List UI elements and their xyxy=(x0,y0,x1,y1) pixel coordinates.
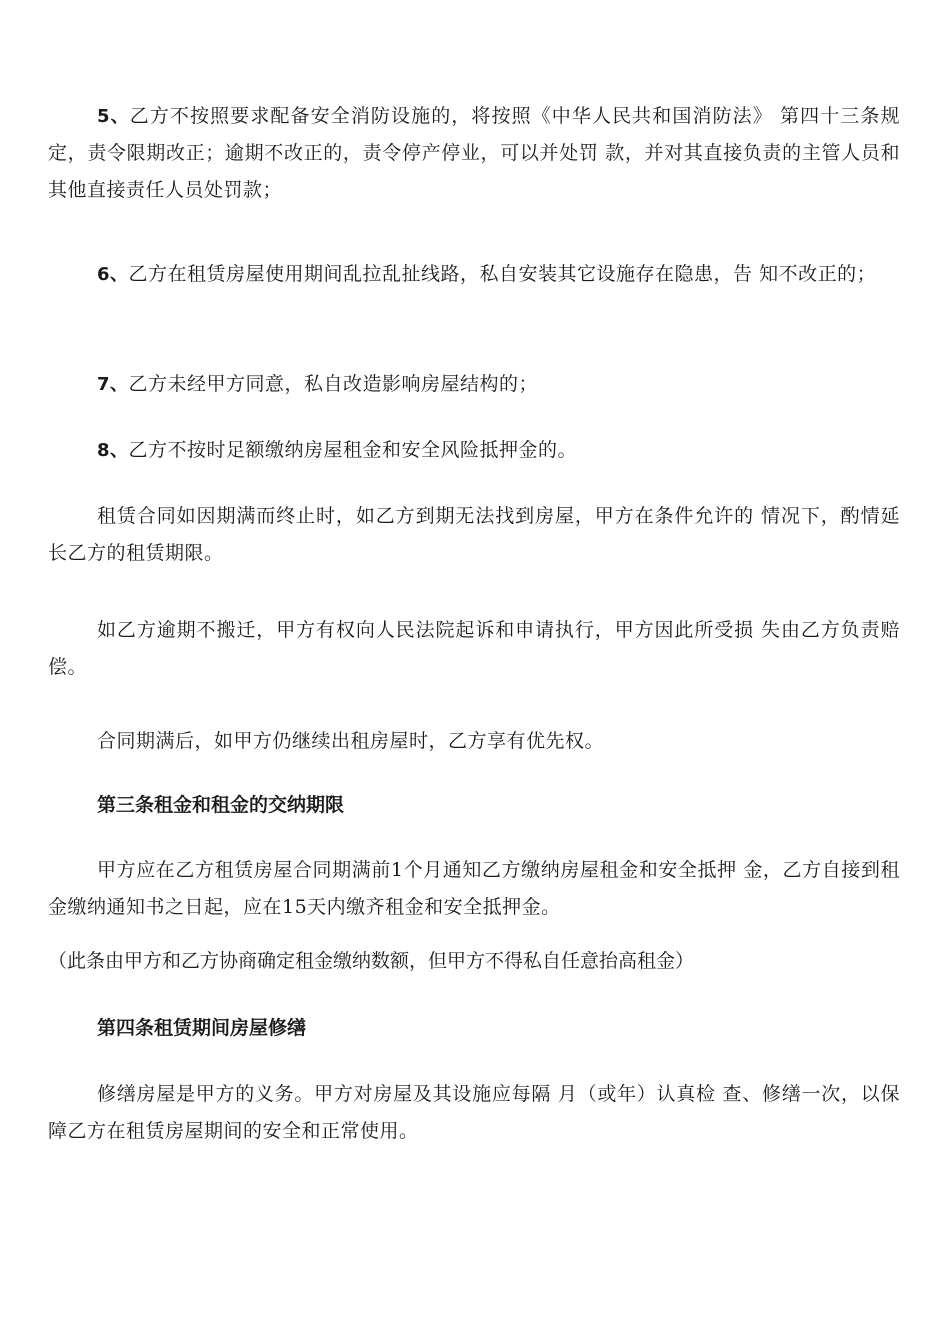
article-3-note: （此条由甲方和乙方协商确定租金缴纳数额，但甲方不得私自任意抬高租金） xyxy=(48,950,695,972)
clause-number: 5、 xyxy=(97,106,130,127)
clause-text: 乙方在租赁房屋使用期间乱拉乱扯线路，私自安装其它设施存在隐患，告 知不改正的； xyxy=(128,263,877,285)
paragraph-priority: 合同期满后，如甲方仍继续出租房屋时，乙方享有优先权。 xyxy=(97,730,605,752)
clause-text: 乙方不按时足额缴纳房屋租金和安全风险抵押金的。 xyxy=(128,439,578,461)
clause-item-6 xyxy=(48,256,900,293)
paragraph-overdue: 如乙方逾期不搬迁，甲方有权向人民法院起诉和申请执行，甲方因此所受损 失由乙方负责赔偿。 xyxy=(48,619,900,678)
article-4-heading: 第四条租赁期间房屋修缮 xyxy=(97,1017,307,1039)
clause-item-7 xyxy=(48,366,900,403)
clause-number: 8、 xyxy=(97,440,129,461)
article-3-heading: 第三条租金和租金的交纳期限 xyxy=(97,794,345,816)
paragraph-renewal: 租赁合同如因期满而终止时，如乙方到期无法找到房屋，甲方在条件允许的 情况下，酌情延长乙方的租赁期限。 xyxy=(48,505,900,564)
clause-number: 7、 xyxy=(97,374,129,395)
clause-item-5 xyxy=(48,98,900,209)
clause-text: 乙方未经甲方同意，私自改造影响房屋结构的； xyxy=(128,373,539,395)
clause-text: 乙方不按照要求配备安全消防设施的，将按照《中华人民共和国消防法》 第四十三条规定，责令限期改正；逾期不改正的，责令停产停业，可以并处罚 款，并对其直接负责的主管人员和其他直接责任人员处罚款； xyxy=(48,105,901,201)
article-4-body: 修缮房屋是甲方的义务。甲方对房屋及其设施应每隔 月（或年）认真检 查、修缮一次，以保障乙方在租赁房屋期间的安全和正常使用。 xyxy=(48,1083,900,1142)
clause-number: 6、 xyxy=(97,264,129,285)
article-3-body: 甲方应在乙方租赁房屋合同期满前1个月通知乙方缴纳房屋租金和安全抵押 金，乙方自接到租金缴纳通知书之日起，应在15天内缴齐租金和安全抵押金。 xyxy=(48,859,900,918)
clause-item-8 xyxy=(48,432,900,469)
